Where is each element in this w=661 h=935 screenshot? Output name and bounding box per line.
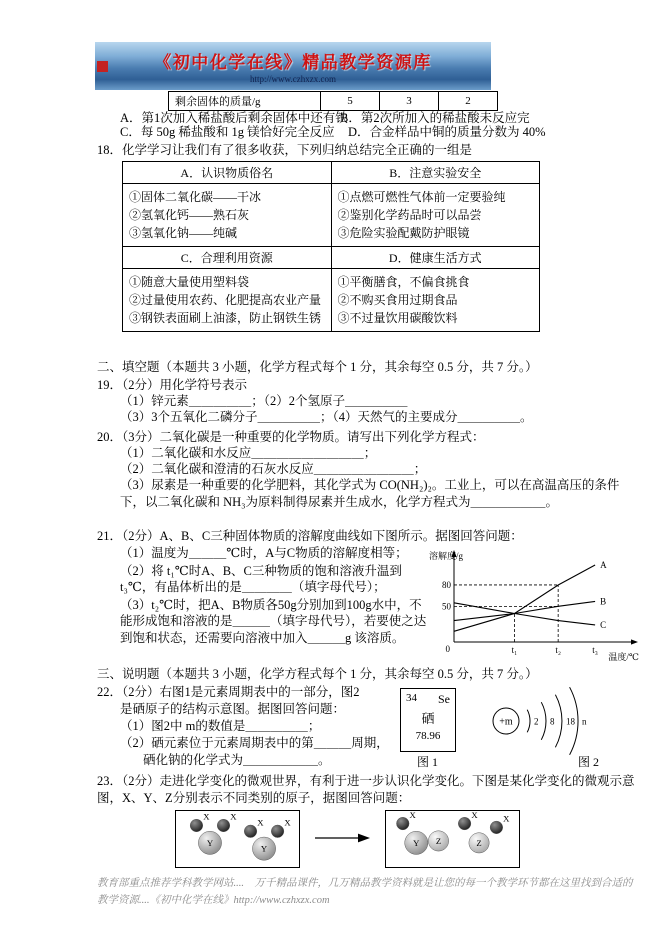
table-row	[123, 162, 540, 184]
svg-text:18: 18	[566, 716, 575, 727]
question-22-line-2: 是硒原子的结构示意图。据图回答问题：	[120, 702, 346, 716]
table-row	[123, 269, 540, 332]
svg-text:Z: Z	[476, 837, 482, 848]
element-symbol: Se	[438, 692, 450, 706]
svg-text:8: 8	[550, 716, 555, 727]
q18-item: ②过量使用农药、化肥提高农业产量	[129, 293, 322, 307]
svg-text:C: C	[600, 619, 607, 630]
svg-text:Y: Y	[260, 843, 268, 854]
q18-item: ①随意大量使用塑料袋	[129, 275, 250, 289]
question-19-line-2: （3）3个五氧化二磷分子＿＿＿＿＿；（4）天然气的主要成分＿＿＿＿＿。	[120, 410, 533, 424]
q18-group-b-items	[331, 184, 540, 247]
svg-text:X: X	[203, 811, 210, 822]
svg-text:80: 80	[442, 579, 451, 590]
option-b: B．第2次所加入的稀盐酸未反应完	[340, 111, 530, 125]
q18-item: ②鉴别化学药品时可以品尝	[337, 208, 482, 222]
q18-item: ③不过量饮用碳酸饮料	[337, 311, 458, 325]
svg-text:2: 2	[534, 716, 539, 727]
question-22-line-3: （1）图2中 m的数值是＿＿＿＿＿；	[120, 719, 321, 733]
element-top-row	[401, 689, 455, 707]
svg-text:Y: Y	[206, 837, 214, 848]
reactants-molecules-svg	[175, 810, 300, 868]
question-18-stem: 18．化学学习让我们有了很多收获，下列归纳总结完全正确的一组是	[97, 143, 473, 157]
solubility-chart	[428, 550, 640, 662]
svg-text:X: X	[471, 810, 478, 820]
svg-text:温度/℃: 温度/℃	[608, 652, 639, 662]
solubility-chart-svg	[428, 550, 640, 662]
atom-structure-diagram	[478, 686, 628, 761]
products-box	[385, 810, 520, 873]
question-22-line-5: 硒化钠的化学式为＿＿＿＿＿＿。	[143, 753, 331, 767]
question-20-line-3: （3）尿素是一种重要的化学肥料，其化学式为 CO(NH₂)₂。工业上，可以在高温高压的条件下，以二氧化碳和 NH₃为原料制得尿素并生成水，化学方程式为＿＿＿＿＿＿。	[120, 478, 620, 509]
table-row	[123, 184, 540, 247]
q18-group-d-items	[331, 269, 540, 332]
banner-url: http://www.czhxzx.com	[250, 74, 336, 84]
svg-text:n: n	[582, 716, 587, 727]
question-19-head: 19．（2分）用化学符号表示	[97, 378, 248, 392]
svg-text:X: X	[284, 817, 291, 828]
q18-item: ③氢氧化钠——纯碱	[129, 226, 238, 240]
question-22-body	[97, 684, 415, 769]
reactants-box	[175, 810, 300, 873]
q18-group-a-title: A．认识物质俗名	[123, 162, 332, 184]
products-molecules-svg	[385, 810, 520, 868]
question-22-line-4: （2）硒元素位于元素周期表中的第＿＿＿周期，	[120, 736, 389, 750]
banner-red-square-icon	[97, 61, 108, 72]
svg-text:X: X	[257, 817, 264, 828]
element-atomic-mass: 78.96	[415, 730, 441, 742]
table-row	[123, 247, 540, 269]
svg-text:X: X	[503, 813, 510, 824]
element-name: 硒	[421, 711, 435, 726]
svg-text:A: A	[600, 559, 607, 570]
banner-title: 《初中化学在线》精品教学资源库	[154, 53, 432, 72]
atom-structure-svg	[478, 686, 628, 756]
q18-item: ③钢铁表面刷上油漆，防止钢铁生锈	[129, 311, 322, 325]
svg-text:B: B	[600, 596, 607, 607]
svg-text:50: 50	[442, 601, 451, 612]
q18-group-c-title: C．合理利用资源	[123, 247, 332, 269]
footer-line-1: 教育部重点推荐学科教学网站.... 万千精品课件，几万精品教学资料就是让您的每一个教学环节都在这里找到合适的	[97, 878, 633, 889]
q18-group-a-items	[123, 184, 332, 247]
q18-item: ①点燃可燃性气体前一定要验纯	[337, 190, 506, 204]
option-d: D．合金样品中铜的质量分数为 40%	[348, 125, 546, 139]
svg-text:t₁: t₁	[511, 645, 518, 655]
q18-item: ②氢氧化钙——熟石灰	[129, 208, 250, 222]
element-atomic-number: 34	[406, 692, 417, 704]
question-21-line-2: （2）将 t₁℃时A、B、C三种物质的饱和溶液升温到t₃℃，有晶体析出的是＿＿＿＿（填字母代号）；	[120, 563, 402, 594]
question-21-head: 21．（2分）A、B、C三种固体物质的溶解度曲线如下图所示。据图回答问题：	[97, 529, 523, 543]
question-22-line-1: 22．（2分）右图1是元素周期表中的一部分，图2	[97, 685, 360, 699]
svg-text:+m: +m	[499, 716, 513, 728]
remaining-solid-value-2: 3	[380, 92, 439, 111]
reaction-arrow-icon	[313, 831, 371, 850]
question-20-line-2: （2）二氧化碳和澄清的石灰水反应＿＿＿＿＿＿＿＿；	[120, 462, 427, 476]
section-2-heading: 二、填空题（本题共 3 小题，化学方程式每个 1 分，其余每空 0.5 分，共 7 分。）	[97, 360, 538, 374]
svg-text:Y: Y	[413, 837, 420, 848]
option-a: A．第1次加入稀盐酸后剩余固体中还有铁	[120, 111, 348, 125]
remaining-solid-label: 剩余固体的质量/g	[169, 92, 321, 111]
q18-item: ①固体二氧化碳——干冰	[129, 190, 262, 204]
question-21-line-1: （1）温度为＿＿＿℃时，A与C物质的溶解度相等；	[120, 546, 408, 560]
remaining-solid-value-1: 5	[321, 92, 380, 111]
remaining-solid-value-3: 2	[439, 92, 498, 111]
q18-group-d-title: D．健康生活方式	[331, 247, 540, 269]
q18-item: ③危险实验配戴防护眼镜	[337, 226, 470, 240]
section-3-heading: 三、说明题（本题共 3 小题，化学方程式每个 1 分，其余每空 0.5 分，共 7 分。）	[97, 667, 538, 681]
svg-text:Z: Z	[435, 835, 442, 846]
periodic-element-box	[400, 688, 456, 752]
option-c: C．每 50g 稀盐酸和 1g 镁恰好完全反应	[120, 125, 335, 139]
q18-item: ①平衡膳食，不偏食挑食	[337, 275, 470, 289]
question-18-table	[122, 161, 540, 332]
question-23-head: 23．（2分）走进化学变化的微观世界，有利于进一步认识化学变化。下图是某化学变化的微观示意图，X、Y、Z分别表示不同类别的原子，据图回答问题：	[97, 774, 635, 805]
question-21-body	[120, 545, 434, 647]
svg-text:t₂: t₂	[555, 645, 561, 655]
figure-2-label: 图 2	[578, 755, 600, 769]
svg-text:t₃: t₃	[592, 645, 598, 655]
svg-text:溶解度/g: 溶解度/g	[429, 551, 464, 561]
question-21-line-3: （3）t₂℃时，把A、B物质各50g分别加到100g水中，不能形成饱和溶液的是＿＿＿（填字母代号），若要使之达到饱和状态，还需要向溶液中加入＿＿＿g 该溶质。	[120, 597, 427, 645]
svg-text:X: X	[409, 810, 416, 820]
question-20-head: 20．（3分）二氧化碳是一种重要的化学物质。请写出下列化学方程式：	[97, 430, 485, 444]
figure-1-label: 图 1	[417, 755, 439, 769]
question-20-line-1: （1）二氧化碳和水反应＿＿＿＿＿＿＿＿＿；	[120, 446, 377, 460]
svg-text:0: 0	[445, 644, 450, 654]
footer-line-2: 教学资源....《初中化学在线》http://www.czhxzx.com	[97, 895, 330, 906]
site-banner	[95, 42, 491, 90]
q18-group-c-items	[123, 269, 332, 332]
q18-item: ②不购买食用过期食品	[337, 293, 458, 307]
question-19-line-1: （1）锌元素＿＿＿＿＿；（2）2个氢原子＿＿＿＿＿	[120, 394, 408, 408]
svg-text:X: X	[230, 811, 237, 822]
q18-group-b-title: B．注意实验安全	[331, 162, 540, 184]
